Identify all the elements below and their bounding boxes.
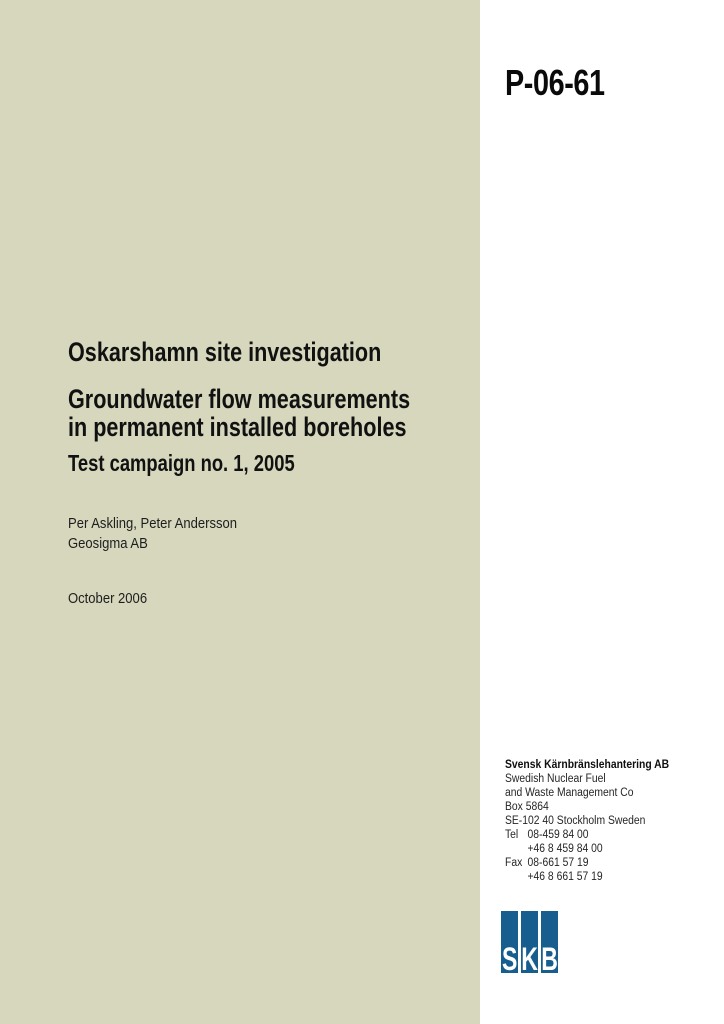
fax-label-spacer [505, 870, 528, 884]
report-number-text: P-06-61 [505, 62, 605, 103]
skb-logo-letter-k: K [521, 941, 538, 977]
phone-row [505, 842, 669, 856]
skb-logo-bar-s [501, 911, 518, 977]
tel-label-spacer [505, 842, 528, 856]
author-names: Per Askling, Peter Andersson [68, 516, 238, 532]
main-title [68, 385, 496, 441]
skb-logo-letter-b: B [541, 941, 558, 977]
skb-logo-bar-b [541, 911, 558, 977]
fax-label: Fax [505, 857, 523, 869]
subtitle-text: Test campaign no. 1, 2005 [68, 450, 295, 476]
address-line: and Waste Management Co [505, 787, 634, 799]
author-affiliation: Geosigma AB [68, 536, 148, 552]
tel-label: Tel [505, 829, 519, 841]
fax-number-local: 08-661 57 19 [527, 857, 589, 869]
publisher-address-block [505, 758, 669, 884]
fax-row [505, 870, 669, 884]
skb-logo-bar-k [521, 911, 538, 977]
address-line: SE-102 40 Stockholm Sweden [505, 815, 646, 827]
publication-date-text: October 2006 [68, 591, 148, 607]
address-line: Swedish Nuclear Fuel [505, 773, 606, 785]
skb-logo-letter-s: S [501, 941, 518, 977]
authors-block [68, 514, 256, 554]
publication-date [68, 589, 156, 609]
tel-number-local: 08-459 84 00 [527, 829, 589, 841]
main-title-line-1: Groundwater flow measurements [68, 384, 411, 414]
publisher-company-name: Svensk Kärnbränslehantering AB [505, 759, 670, 771]
skb-logo [501, 911, 558, 977]
fax-number-international: +46 8 661 57 19 [527, 871, 603, 883]
phone-row [505, 828, 669, 842]
tel-number-international: +46 8 459 84 00 [527, 843, 603, 855]
address-line: Box 5864 [505, 801, 549, 813]
main-title-line-2: in permanent installed boreholes [68, 412, 407, 442]
series-title-text: Oskarshamn site investigation [68, 337, 382, 367]
report-number [505, 62, 630, 104]
fax-row [505, 856, 669, 870]
subtitle [68, 451, 351, 475]
series-title [68, 338, 460, 366]
